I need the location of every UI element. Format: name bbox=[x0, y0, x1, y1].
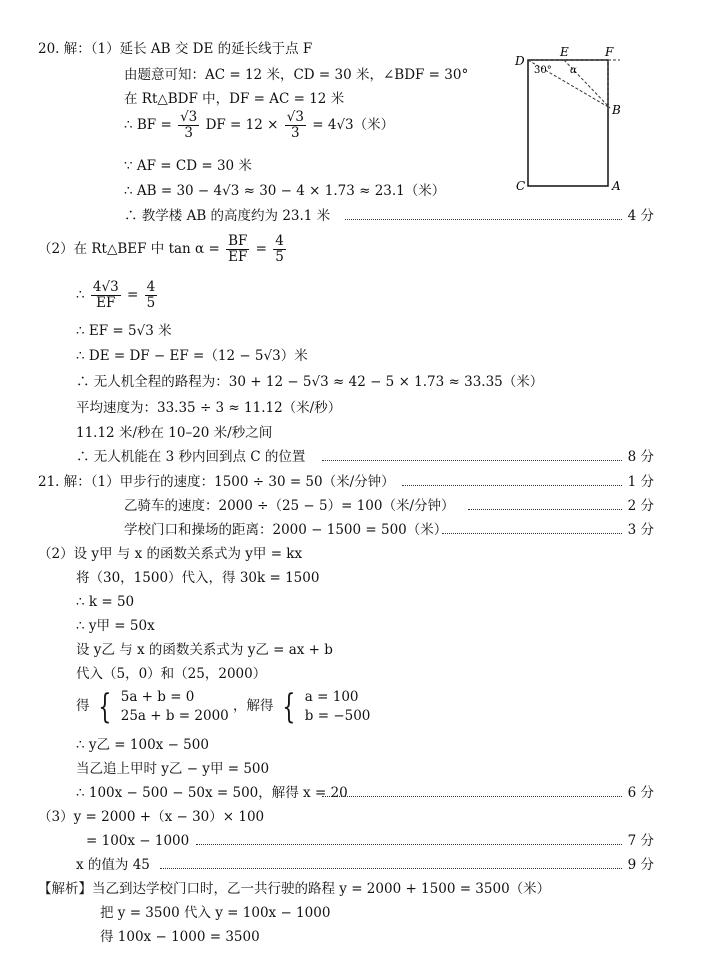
q21-line9: 代入（5，0）和（25，2000） bbox=[76, 666, 267, 682]
label-angle-30: 30° bbox=[534, 65, 552, 76]
q21-line16: x 的值为 45 bbox=[76, 857, 150, 873]
dotted-leader bbox=[322, 460, 622, 461]
q21-line3: 学校门口和操场的距离：2000 − 1500 = 500（米） bbox=[124, 522, 448, 538]
score-q21-6: 6 分 bbox=[627, 785, 654, 801]
score-q20-p1: 4 分 bbox=[627, 208, 654, 224]
q20-line12: 平均速度为：33.35 ÷ 3 ≈ 11.12（米/秒） bbox=[76, 400, 342, 416]
q21-line19: 得 100x − 1000 = 3500 bbox=[100, 929, 260, 945]
dotted-leader bbox=[442, 533, 622, 534]
q21-part3-heading: （3）y = 2000 +（x − 30）× 100 bbox=[38, 809, 265, 825]
q20-fraction-4-5 bbox=[273, 234, 286, 265]
q20-line14: ∴ 无人机能在 3 秒内回到点 C 的位置 bbox=[76, 449, 306, 465]
label-f: F bbox=[605, 45, 614, 59]
dotted-leader bbox=[160, 868, 622, 869]
q20-line10: ∴ DE = DF − EF =（12 − 5√3）米 bbox=[76, 348, 308, 364]
label-a: A bbox=[612, 179, 621, 193]
frac-numerator: √3 bbox=[180, 109, 198, 125]
q20-line3: 在 Rt△BDF 中，DF = AC = 12 米 bbox=[124, 91, 345, 107]
label-b: B bbox=[612, 103, 621, 117]
score-q21-7: 7 分 bbox=[627, 833, 654, 849]
q21-line12: 当乙追上甲时 y乙 − y甲 = 500 bbox=[76, 761, 270, 777]
q20-tan-lhs: （2）在 Rt△BEF 中 tan α = bbox=[38, 241, 220, 257]
q20-fraction-4r3-ef bbox=[91, 280, 121, 311]
q21-line6: ∴ k = 50 bbox=[76, 594, 135, 610]
q20-bf-equation bbox=[124, 110, 394, 141]
q20-line9: ∴ EF = 5√3 米 bbox=[76, 323, 172, 339]
q20-line6: ∴ AB = 30 − 4√3 ≈ 30 − 4 × 1.73 ≈ 23.1（米） bbox=[124, 183, 446, 199]
q21-part1-heading: 21. 解：（1）甲步行的速度：1500 ÷ 30 = 50（米/分钟） bbox=[38, 474, 395, 490]
q20-bf-lhs: ∴ BF = bbox=[124, 117, 172, 133]
score-q21-1: 1 分 bbox=[627, 474, 654, 490]
frac-denominator: EF bbox=[228, 249, 248, 265]
q21-line18: 把 y = 3500 代入 y = 100x − 1000 bbox=[100, 905, 331, 921]
q21-line15: = 100x − 1000 bbox=[86, 833, 190, 849]
frac-denominator: 3 bbox=[291, 125, 300, 141]
frac-numerator: 4√3 bbox=[92, 279, 119, 295]
label-alpha: α bbox=[570, 65, 577, 76]
label-c: C bbox=[516, 179, 526, 193]
dotted-leader bbox=[402, 485, 622, 486]
score-q21-9: 9 分 bbox=[627, 857, 654, 873]
equals-sign: = bbox=[126, 287, 139, 303]
q20-part2-heading bbox=[38, 232, 288, 266]
score-q20-p2: 8 分 bbox=[627, 449, 654, 465]
frac-denominator: 5 bbox=[275, 249, 284, 265]
q21-equation-system bbox=[76, 686, 370, 726]
building-rect bbox=[528, 60, 608, 186]
q20-bf-mid: DF = 12 × bbox=[205, 117, 279, 133]
q20-fraction-1 bbox=[178, 110, 199, 141]
q21-analysis: 【解析】当乙到达学校门口时，乙一共行驶的路程 y = 2000 + 1500 = 3500（米） bbox=[38, 881, 551, 897]
system-equations bbox=[121, 688, 229, 726]
q21-line13: ∴ 100x − 500 − 50x = 500，解得 x = 20 bbox=[76, 785, 348, 801]
dotted-leader bbox=[322, 796, 622, 797]
frac-numerator: 4 bbox=[275, 233, 284, 249]
solution-a: a = 100 bbox=[304, 688, 359, 705]
frac-numerator: √3 bbox=[286, 109, 304, 125]
q21-line2: 乙骑车的速度：2000 ÷（25 − 5）= 100（米/分钟） bbox=[124, 498, 455, 514]
frac-numerator: BF bbox=[228, 233, 248, 249]
left-brace: { bbox=[282, 686, 296, 727]
score-q21-3: 3 分 bbox=[627, 522, 654, 538]
frac-numerator: 4 bbox=[146, 279, 156, 295]
q21-line7: ∴ y甲 = 50x bbox=[76, 618, 155, 634]
frac-denominator: 5 bbox=[146, 295, 156, 311]
q20-line13: 11.12 米/秒在 10–20 米/秒之间 bbox=[76, 425, 273, 441]
q20-fraction-2 bbox=[285, 110, 306, 141]
q20-figure bbox=[508, 40, 638, 200]
q21-line8: 设 y乙 与 x 的函数关系式为 y乙 = ax + b bbox=[76, 642, 333, 658]
q20-ratio-equation bbox=[76, 278, 159, 312]
frac-denominator: EF bbox=[96, 295, 116, 311]
equals-sign: = bbox=[255, 241, 267, 257]
system-eq-1: 5a + b = 0 bbox=[120, 688, 195, 705]
q20-fraction-4-5 bbox=[145, 280, 158, 311]
dotted-leader bbox=[196, 844, 622, 845]
q20-line5: ∵ AF = CD = 30 米 bbox=[124, 158, 252, 174]
q20-given: 由题意可知：AC = 12 米，CD = 30 米，∠BDF = 30° bbox=[124, 67, 469, 83]
q21-part2-heading: （2）设 y甲 与 x 的函数关系式为 y甲 = kx bbox=[38, 546, 303, 562]
q20-part1-heading: 20. 解：（1）延长 AB 交 DE 的延长线于点 F bbox=[38, 41, 313, 57]
q21-line11: ∴ y乙 = 100x − 500 bbox=[76, 737, 209, 753]
label-d: D bbox=[515, 54, 525, 68]
q21-line5: 将（30，1500）代入，得 30k = 1500 bbox=[76, 570, 320, 586]
de-label: 得 bbox=[76, 698, 90, 714]
q20-line11: ∴ 无人机全程的路程为：30 + 12 − 5√3 ≈ 42 − 5 × 1.73 ≈ 33.35（米） bbox=[76, 374, 544, 390]
system-solutions bbox=[305, 688, 371, 726]
dotted-leader bbox=[468, 509, 622, 510]
frac-denominator: 3 bbox=[184, 125, 193, 141]
jiede-label: ，解得 bbox=[233, 698, 274, 714]
score-q21-2: 2 分 bbox=[627, 498, 654, 514]
label-e: E bbox=[560, 45, 569, 59]
system-eq-2: 25a + b = 2000 bbox=[120, 707, 229, 724]
therefore-sign: ∴ bbox=[76, 287, 85, 303]
dotted-leader bbox=[345, 219, 622, 220]
q20-bf-result: = 4√3（米） bbox=[312, 117, 395, 133]
q20-fraction-bf-ef bbox=[226, 234, 249, 265]
solution-b: b = −500 bbox=[304, 707, 371, 724]
q20-line7: ∴ 教学楼 AB 的高度约为 23.1 米 bbox=[124, 208, 331, 224]
left-brace: { bbox=[98, 686, 112, 727]
